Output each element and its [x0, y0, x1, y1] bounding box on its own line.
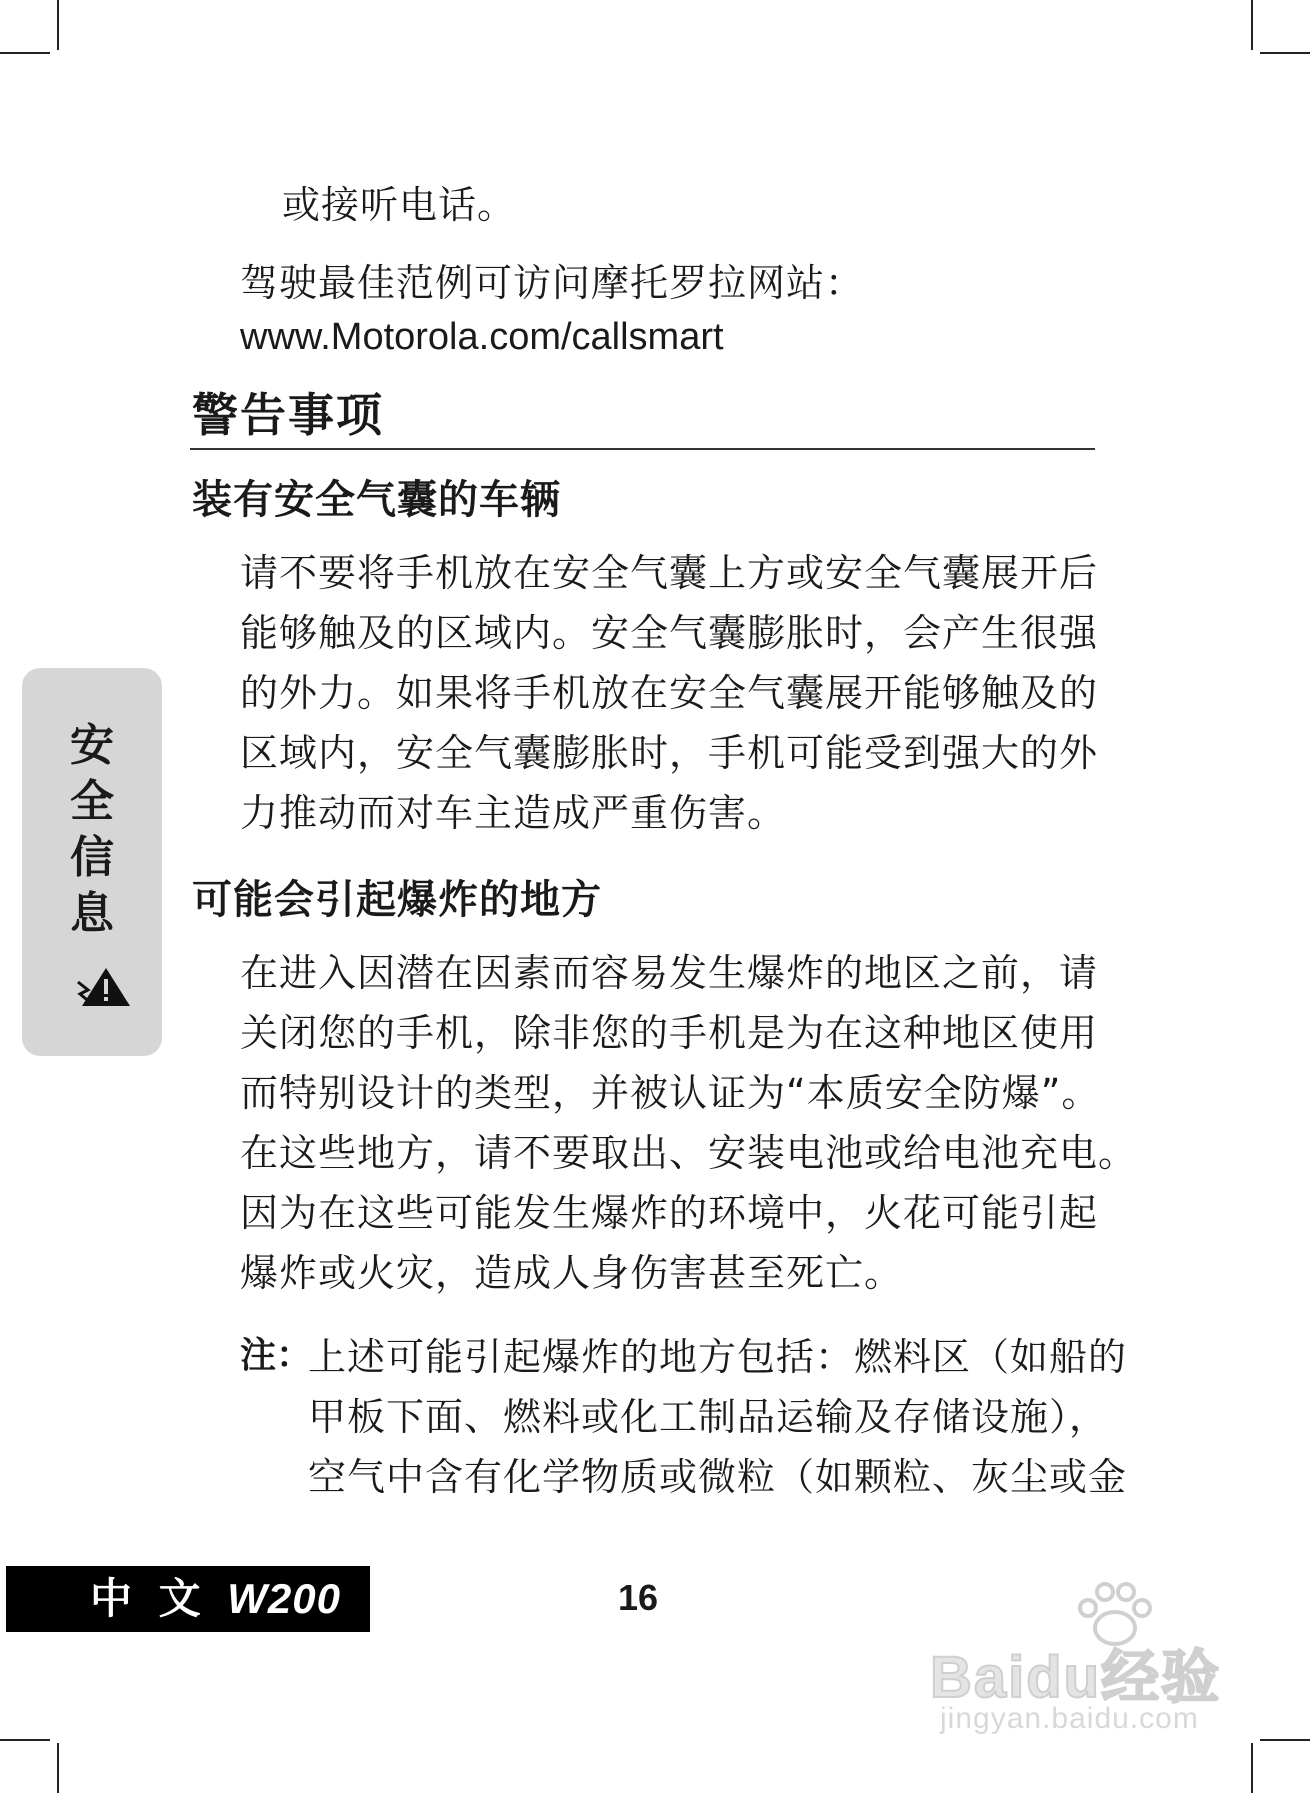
note-line: 上述可能引起爆炸的地方包括：燃料区（如船的	[308, 1335, 1128, 1379]
explosive-line: 在这些地方，请不要取出、安装电池或给电池充电。	[240, 1131, 1138, 1175]
safety-info-side-tab	[22, 668, 162, 1056]
note-line: 甲板下面、燃料或化工制品运输及存储设施），	[308, 1395, 1109, 1439]
crop-mark	[57, 1743, 59, 1793]
section-title: 警告事项	[192, 388, 384, 442]
airbag-line: 请不要将手机放在安全气囊上方或安全气囊展开后	[240, 551, 1099, 595]
crop-mark	[0, 1739, 50, 1741]
explosive-line: 而特别设计的类型，并被认证为“本质安全防爆”。	[240, 1071, 1101, 1115]
footer-label	[90, 1574, 341, 1623]
airbag-line: 能够触及的区域内。安全气囊膨胀时，会产生很强	[240, 611, 1099, 655]
section-divider	[190, 448, 1095, 450]
crop-mark	[1251, 1743, 1253, 1793]
side-tab-char: 息	[70, 888, 114, 939]
note-line: 空气中含有化学物质或微粒（如颗粒、灰尘或金	[308, 1455, 1128, 1499]
intro-continued-text: 或接听电话。	[282, 183, 517, 227]
footer-lang: 中 文	[90, 1574, 207, 1623]
crop-mark	[0, 52, 50, 54]
explosive-line: 关闭您的手机，除非您的手机是为在这种地区使用	[240, 1011, 1099, 1055]
airbag-line: 区域内，安全气囊膨胀时，手机可能受到强大的外	[240, 731, 1099, 775]
page-number: 16	[618, 1577, 659, 1618]
crop-mark	[1260, 1739, 1310, 1741]
airbag-heading: 装有安全气囊的车辆	[192, 476, 561, 523]
explosive-line: 在进入因潜在因素而容易发生爆炸的地区之前，请	[240, 951, 1099, 995]
crop-mark	[1251, 0, 1253, 50]
note-label: 注：	[240, 1335, 313, 1376]
side-tab-char: 安	[70, 720, 114, 771]
crop-mark	[57, 0, 59, 50]
explosive-heading: 可能会引起爆炸的地方	[192, 876, 602, 923]
best-practice-text: 驾驶最佳范例可访问摩托罗拉网站：	[240, 261, 865, 305]
explosive-line: 因为在这些可能发生爆炸的环境中，火花可能引起	[240, 1191, 1099, 1235]
airbag-line: 的外力。如果将手机放在安全气囊展开能够触及的	[240, 671, 1099, 715]
explosive-line: 爆炸或火灾，造成人身伤害甚至死亡。	[240, 1251, 904, 1295]
airbag-line: 力推动而对车主造成严重伤害。	[240, 791, 787, 835]
side-tab-char: 信	[70, 832, 114, 883]
watermark-main: Baidu经验	[930, 1645, 1222, 1710]
explosion-warning-icon	[76, 964, 132, 1010]
crop-mark	[1260, 52, 1310, 54]
side-tab-char: 全	[70, 776, 114, 827]
watermark-sub: jingyan.baidu.com	[940, 1702, 1199, 1735]
footer-model: W200	[227, 1575, 341, 1622]
motorola-url: www.Motorola.com/callsmart	[240, 316, 724, 358]
